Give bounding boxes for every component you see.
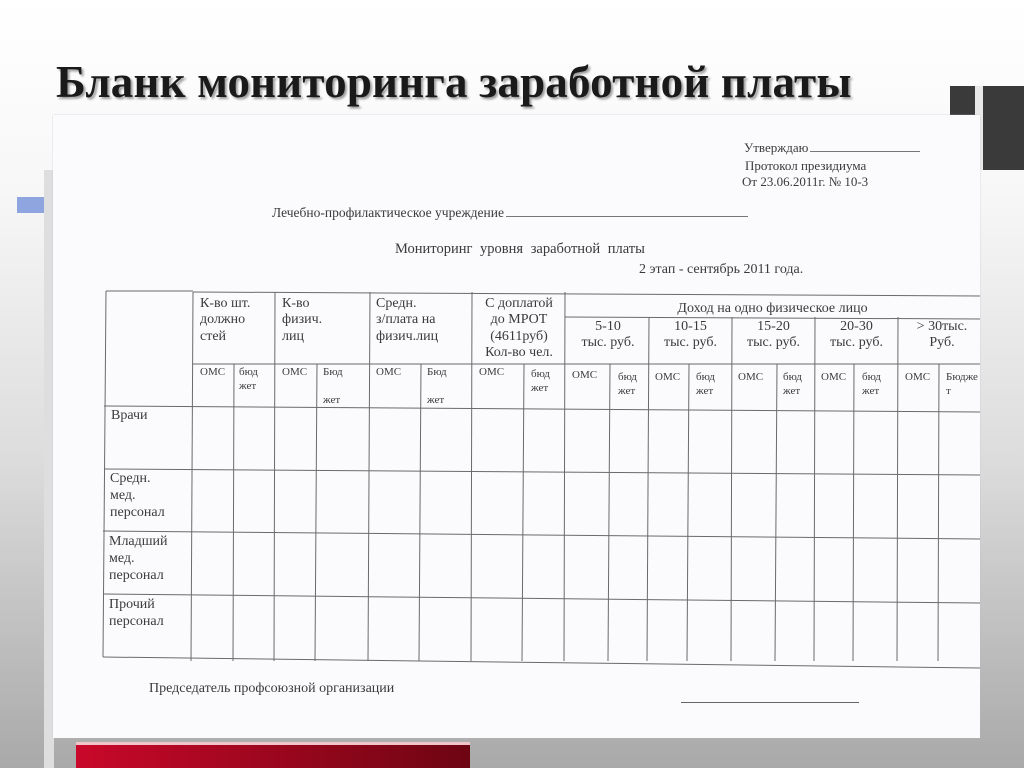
slide-title: Бланк мониторинга заработной платы [56,57,852,107]
protocol-label: Протокол президиума [745,158,867,173]
subheader-budget: Бюд жет [323,366,343,406]
approve-line: Утверждаю [744,140,920,156]
income-range-over-30: > 30тыс. Руб. [916,319,968,351]
institution-field: Лечебно-профилактическое учреждение [272,205,748,221]
income-range-10-15: 10-15 тыс. руб. [664,319,717,351]
header-staff-units: К-во шт. должно стей [200,296,251,344]
subheader-oms: ОМС [905,371,931,383]
subheader-oms: ОМС [821,371,847,383]
subheader-oms: ОМС [738,371,764,383]
stage-label: 2 этап - сентябрь 2011 года. [639,262,804,277]
row-label-other-staff: Прочий персонал [109,597,164,629]
signature-line [681,702,859,703]
subheader-oms: ОМС [655,371,681,383]
monitoring-title: Мониторинг уровня заработной платы [395,241,645,257]
row-label-mid-staff: Средн. мед. персонал [110,471,165,520]
chairman-label: Председатель профсоюзной организации [149,681,395,696]
income-range-20-30: 20-30 тыс. руб. [830,319,883,351]
subheader-budget: бюд жет [531,368,550,394]
subheader-budget: бюд жет [618,371,637,397]
subheader-budget: бюд жет [696,371,715,397]
row-label-doctors: Врачи [111,408,148,423]
table-grid [53,115,980,738]
decorative-red-bar [76,742,470,768]
scanned-form [53,115,980,738]
subheader-oms: ОМС [282,366,308,378]
protocol-date: От 23.06.2011г. № 10-3 [742,174,869,189]
header-average-salary: Средн. з/плата на физич.лиц [376,296,439,344]
subheader-budget: бюд жет [862,371,881,397]
header-mrot-surcharge: С доплатой до МРОТ (4611руб) Кол-во чел. [485,296,553,361]
subheader-budget: бюд жет [783,371,802,397]
subheader-oms: ОМС [572,369,598,381]
income-range-15-20: 15-20 тыс. руб. [747,319,800,351]
header-persons: К-во физич. лиц [282,296,323,344]
income-range-5-10: 5-10 тыс. руб. [581,319,635,351]
subheader-oms: ОМС [376,366,402,378]
row-label-junior-staff: Младший мед. персонал [109,534,168,583]
subheader-budget: Бюдже т [946,371,978,397]
subheader-oms: ОМС [200,366,226,378]
subheader-budget: Бюд жет [427,366,447,406]
subheader-oms: ОМС [479,366,505,378]
header-income-per-person: Доход на одно физическое лицо [677,301,868,316]
subheader-budget: бюд жет [239,366,258,392]
